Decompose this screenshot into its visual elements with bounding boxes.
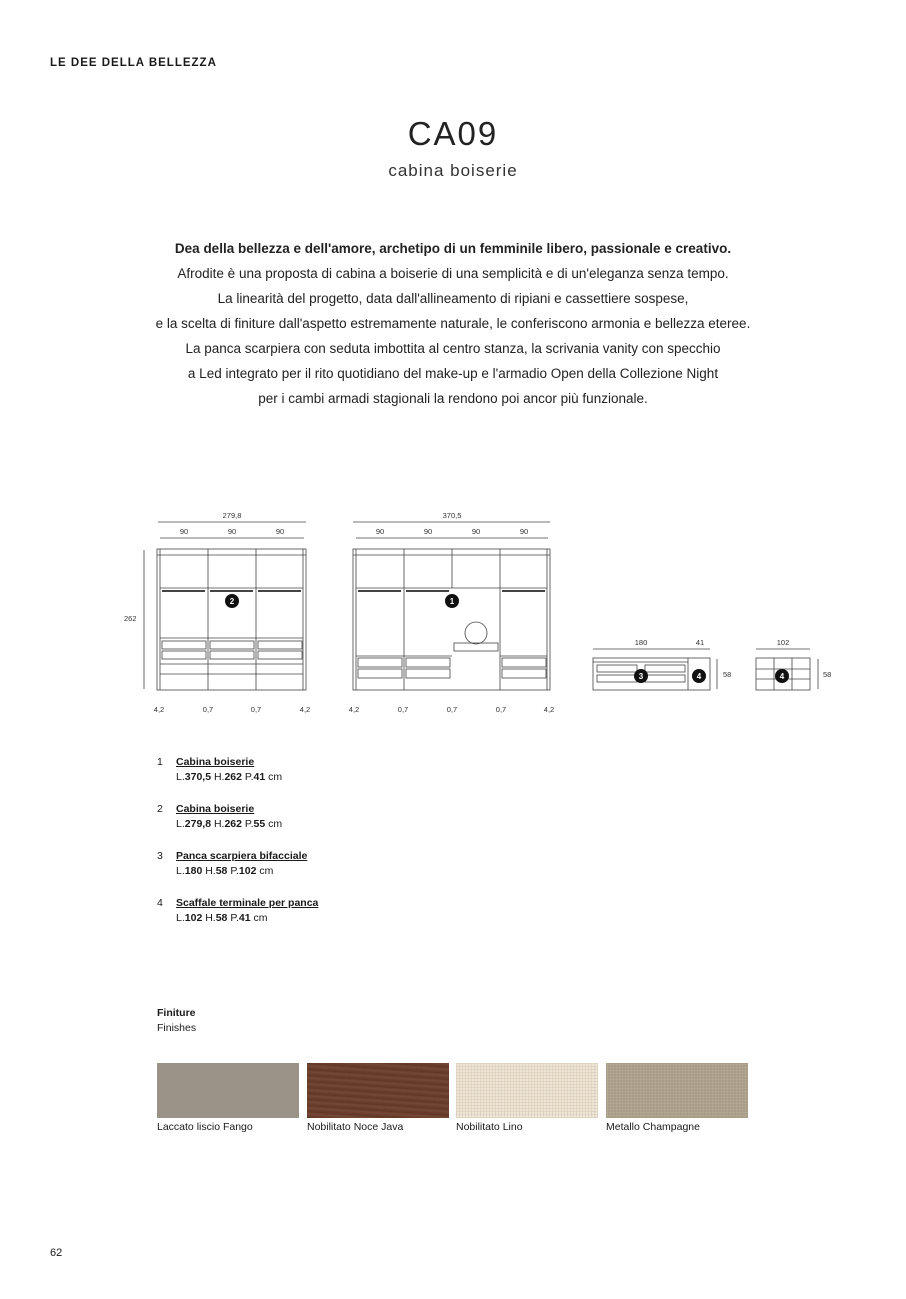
panca-drawing — [593, 638, 731, 690]
item-list — [157, 755, 557, 943]
gap-label: 0,7 — [495, 705, 507, 714]
scaffale-height-label: 58 — [823, 670, 832, 679]
list-item — [157, 849, 557, 879]
gap-label: 0,7 — [202, 705, 214, 714]
panca-badge: 3 — [638, 672, 644, 681]
description-line: a Led integrato per il rito quotidiano del make-up e l'armadio Open della Collezione Night — [187, 366, 719, 381]
cabina-1-drawing — [349, 511, 554, 714]
swatch-label: Metallo Champagne — [606, 1121, 700, 1133]
item-number: 4 — [157, 897, 163, 909]
section-header: LE DEE DELLA BELLEZZA — [50, 57, 217, 69]
module-width-label: 90 — [275, 527, 285, 536]
list-item — [157, 896, 557, 926]
page-number: 62 — [50, 1247, 63, 1259]
list-item — [157, 755, 557, 785]
panca-end-width-label: 41 — [695, 638, 705, 647]
list-item — [157, 802, 557, 832]
description-line: La panca scarpiera con seduta imbottita al centro stanza, la scrivania vanity con specchio — [185, 341, 721, 356]
finishes-subtitle: Finishes — [157, 1022, 197, 1034]
technical-drawings — [0, 490, 906, 730]
module-width-label: 90 — [179, 527, 189, 536]
swatch-label: Nobilitato Noce Java — [307, 1121, 404, 1133]
description-line: La linearità del progetto, data dall'allineamento di ripiani e cassettiere sospese, — [217, 291, 689, 306]
item-dimensions: L.102 H.58 P.41 cm — [176, 912, 268, 924]
gap-label: 4,2 — [543, 705, 555, 714]
item-name: Panca scarpiera bifacciale — [176, 850, 308, 862]
product-subtitle: cabina boiserie — [388, 161, 518, 180]
cabina-1-width-label: 370,5 — [442, 511, 462, 520]
description-line: e la scelta di finiture dall'aspetto estremamente naturale, le conferiscono armonia e bellezza eteree. — [155, 316, 751, 331]
cabina-2-badge: 2 — [229, 597, 235, 606]
swatch-lino — [456, 1063, 598, 1118]
gap-label: 0,7 — [250, 705, 262, 714]
panca-width-label: 180 — [634, 638, 648, 647]
scaffale-badge: 4 — [779, 672, 785, 681]
product-description — [80, 236, 826, 411]
description-line: per i cambi armadi stagionali la rendono poi ancor più funzionale. — [258, 391, 648, 406]
scaffale-badge: 4 — [696, 672, 702, 681]
cabina-2-drawing — [124, 511, 310, 714]
item-name: Cabina boiserie — [176, 756, 255, 768]
item-dimensions: L.180 H.58 P.102 cm — [176, 865, 274, 877]
gap-label: 4,2 — [153, 705, 165, 714]
cabina-2-height-label: 262 — [124, 614, 137, 623]
gap-label: 4,2 — [348, 705, 360, 714]
module-width-label: 90 — [423, 527, 433, 536]
gap-label: 0,7 — [446, 705, 458, 714]
finishes-title: Finiture — [157, 1007, 196, 1019]
item-number: 2 — [157, 803, 163, 815]
module-width-label: 90 — [227, 527, 237, 536]
item-name: Cabina boiserie — [176, 803, 255, 815]
gap-label: 4,2 — [299, 705, 311, 714]
swatch-fango — [157, 1063, 299, 1118]
scaffale-width-label: 102 — [776, 638, 790, 647]
item-dimensions: L.279,8 H.262 P.55 cm — [176, 818, 283, 830]
item-number: 3 — [157, 850, 163, 862]
module-width-label: 90 — [519, 527, 529, 536]
module-width-label: 90 — [375, 527, 385, 536]
finishes-heading — [157, 1006, 196, 1036]
description-line: Afrodite è una proposta di cabina a boiserie di una semplicità e di un'eleganza senza tempo. — [177, 266, 729, 281]
scaffale-drawing — [756, 638, 831, 690]
item-name: Scaffale terminale per panca — [176, 897, 319, 909]
module-width-label: 90 — [471, 527, 481, 536]
swatch-label: Laccato liscio Fango — [157, 1121, 253, 1133]
gap-label: 0,7 — [397, 705, 409, 714]
swatch-label: Nobilitato Lino — [456, 1121, 523, 1133]
item-dimensions: L.370,5 H.262 P.41 cm — [176, 771, 283, 783]
swatch-noce-java — [307, 1063, 449, 1118]
swatch-champagne — [606, 1063, 748, 1118]
cabina-2-width-label: 279,8 — [222, 511, 242, 520]
cabina-1-badge: 1 — [449, 597, 455, 606]
product-code: CA09 — [407, 115, 499, 152]
description-lead: Dea della bellezza e dell'amore, archetipo di un femminile libero, passionale e creativo. — [174, 241, 732, 256]
panca-height-label: 58 — [723, 670, 732, 679]
item-number: 1 — [157, 756, 163, 768]
